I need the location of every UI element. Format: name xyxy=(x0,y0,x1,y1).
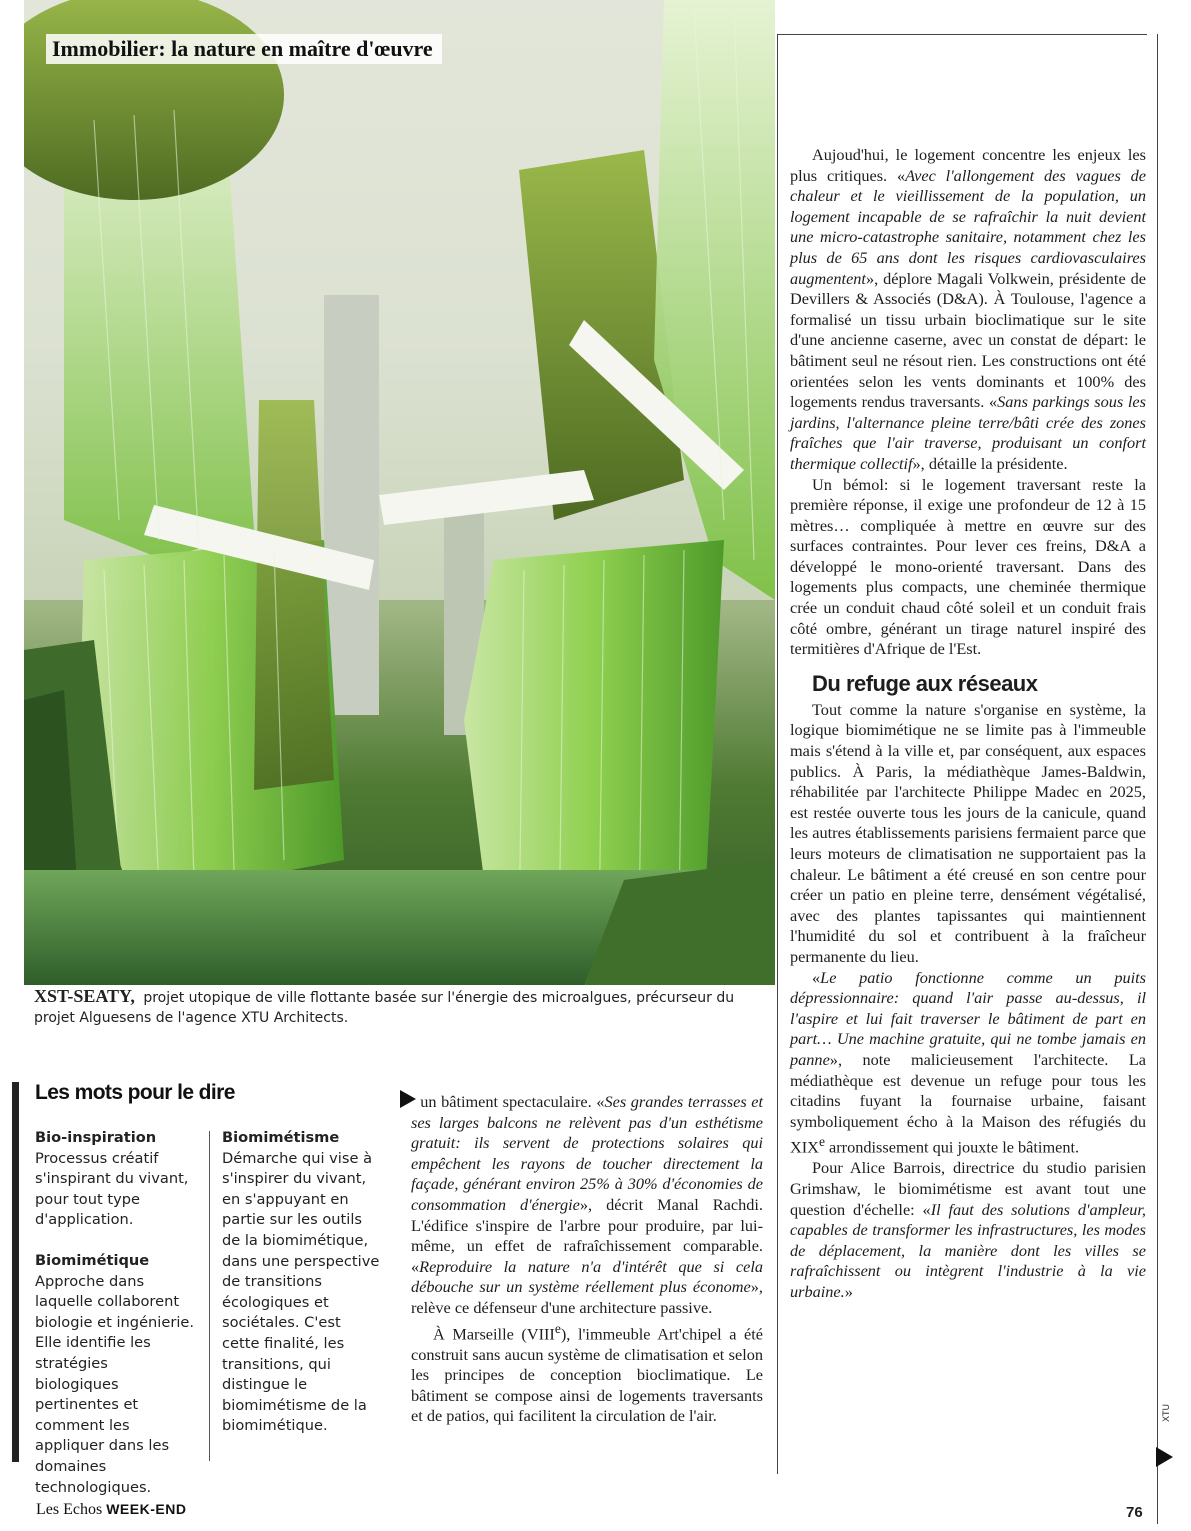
glossary-term: Biomimétisme xyxy=(222,1129,340,1146)
glossary-left xyxy=(35,1128,195,1518)
photo-credit: XTU xyxy=(1162,1403,1172,1422)
section-kicker: Immobilier: la nature en maître d'œuvre xyxy=(46,34,442,64)
paragraph: «Le patio fonctionne comme un puits dépressionnaire: quand l'air passe au-dessus, il l'aspire et lui fait traverser le bâtiment de part en part… Une machine gratuite, qui ne tombe jamais en panne», note malicieusement l'architecte. La médiathèque est devenue un refuge pour tous les citadins fuyant la fournaise urbaine, faisant symboliquement écho à la Maison des réfugiés du XIXe arrondissement qui jouxte le bâtiment. xyxy=(790,967,1146,1157)
top-rule xyxy=(777,34,1147,35)
photo-caption xyxy=(34,986,754,1028)
middle-column-text xyxy=(411,1092,763,1427)
sidebar-accent-bar xyxy=(12,1082,19,1462)
paragraph: Tout comme la nature s'organise en système, la logique biomimétique ne se limite pas à l'immeuble mais s'étend à la ville et, par conséquent, aux espaces publics. À Paris, la médiathèque James-Baldwin, réhabilitée par l'architecte Philippe Madec en 2025, est restée ouverte tous les jours de la canicule, quand les autres établissements parisiens fermaient parce que leurs moteurs de climatisation ne supportaient pas la chaleur. Le bâtiment a été creusé en son centre pour créer un patio en pleine terre, densément végétalisé, avec des plantes tapissantes qui maintiennent l'humidité du sol et contribuent à la fraîcheur permanente du lieu. xyxy=(790,699,1146,966)
glossary-definition: Approche dans laquelle collaborent biologie et ingénierie. Elle identifie les stratégies biologiques pertinentes et comment les appliquer dans les domaines technologiques. xyxy=(35,1272,195,1496)
publication-brand: Les Echos WEEK-END xyxy=(36,1501,187,1518)
glossary-definition: Processus créatif s'inspirant du vivant, pour tout type d'application. xyxy=(35,1149,189,1229)
green-towers-illustration xyxy=(24,0,775,985)
paragraph: Un bémol: si le logement traversant reste la première réponse, il exige une profondeur de 12 à 15 mètres… compliquée à mettre en œuvre sur des surfaces contraintes. Pour lever ces freins, D&A a développé le mono-orienté traversant. Dans des logements plus compacts, une cheminée thermique crée un conduit chaud côté soleil et un conduit frais côté ombre, générant un tirage naturel inspiré des termitières d'Afrique de l'Est. xyxy=(790,474,1146,659)
page-edge-rule xyxy=(1157,34,1158,1524)
glossary-divider xyxy=(209,1131,210,1461)
column-divider xyxy=(777,34,778,1474)
page-number: 76 xyxy=(1126,1504,1143,1521)
feature-photo xyxy=(24,0,775,985)
caption-text: projet utopique de ville flottante basée sur l'énergie des microalgues, précurseur du projet Alguesens de l'agence XTU Architects. xyxy=(34,990,735,1026)
glossary-definition: Démarche qui vise à s'inspirer du vivant, en s'appuyant en partie sur les outils de la biomimétique, dans une perspective de transitions écologiques et sociétales. C'est cette finalité, les transitions, qui distingue le biomimétisme de la biomimétique. xyxy=(222,1149,380,1435)
paragraph: À Marseille (VIIIe), l'immeuble Art'chipel a été construit sans aucun système de climatisation et selon les principes de conception bioclimatique. Le bâtiment se compose ainsi de logements traversants et de patios, qui facilitent la circulation de l'air. xyxy=(411,1320,764,1426)
subheading: Du refuge aux réseaux xyxy=(812,670,1038,696)
glossary-term: Bio-inspiration xyxy=(35,1129,157,1146)
distant-tower xyxy=(324,295,379,715)
next-page-arrow-icon xyxy=(1156,1447,1173,1467)
sidebar-title: Les mots pour le dire xyxy=(35,1081,235,1104)
paragraph: Aujoud'hui, le logement concentre les enjeux les plus critiques. «Avec l'allongement des vagues de chaleur et le vieillissement de la population, un logement incapable de se rafraîchir la nuit devient une micro-catastrophe sanitaire, notamment chez les plus de 65 ans dont les risques cardiovasculaires augmentent», déplore Magali Volkwein, présidente de Devillers & Associés (D&A). À Toulouse, l'agence a formalisé un tissu urbain bioclimatique sur le site d'une ancienne caserne, avec un constat de départ: le bâtiment seul ne résout rien. Les constructions ont été orientées selon les vents dominants et 100% des logements rendus traversants. «Sans parkings sous les jardins, l'alternance pleine terre/bâti crée des zones fraîches que l'air traverse, produisant un confort thermique collectif», détaille la présidente. xyxy=(790,145,1146,473)
paragraph: un bâtiment spectaculaire. «Ses grandes terrasses et ses larges balcons ne relèvent pas d'un esthétisme gratuit: ils servent de protections solaires qui empêchent les rayons de toucher directement la façade, générant environ 25% à 30% d'économies de consommation d'énergie», décrit Manal Rachdi. L'édifice s'inspire de l'arbre pour produire, par lui-même, un effet de rafraîchissement comparable. «Reproduire la nature n'a d'intérêt que si cela débouche sur un système réellement plus économe», relève ce défenseur d'une architecture passive. xyxy=(411,1092,764,1317)
glossary-right xyxy=(222,1128,382,1457)
right-column-text xyxy=(790,145,1146,1302)
paragraph: Pour Alice Barrois, directrice du studio parisien Grimshaw, le biomimétisme est avant tout une question d'échelle: «Il faut des solutions d'ampleur, capables de transformer les infrastructures, les modes de déplacement, la manière dont les villes se rafraîchissent ou intègrent l'industrie à la vie urbaine.» xyxy=(790,1158,1146,1301)
caption-lead: XST-SEATY, xyxy=(34,986,135,1006)
glossary-term: Biomimétique xyxy=(35,1251,150,1269)
